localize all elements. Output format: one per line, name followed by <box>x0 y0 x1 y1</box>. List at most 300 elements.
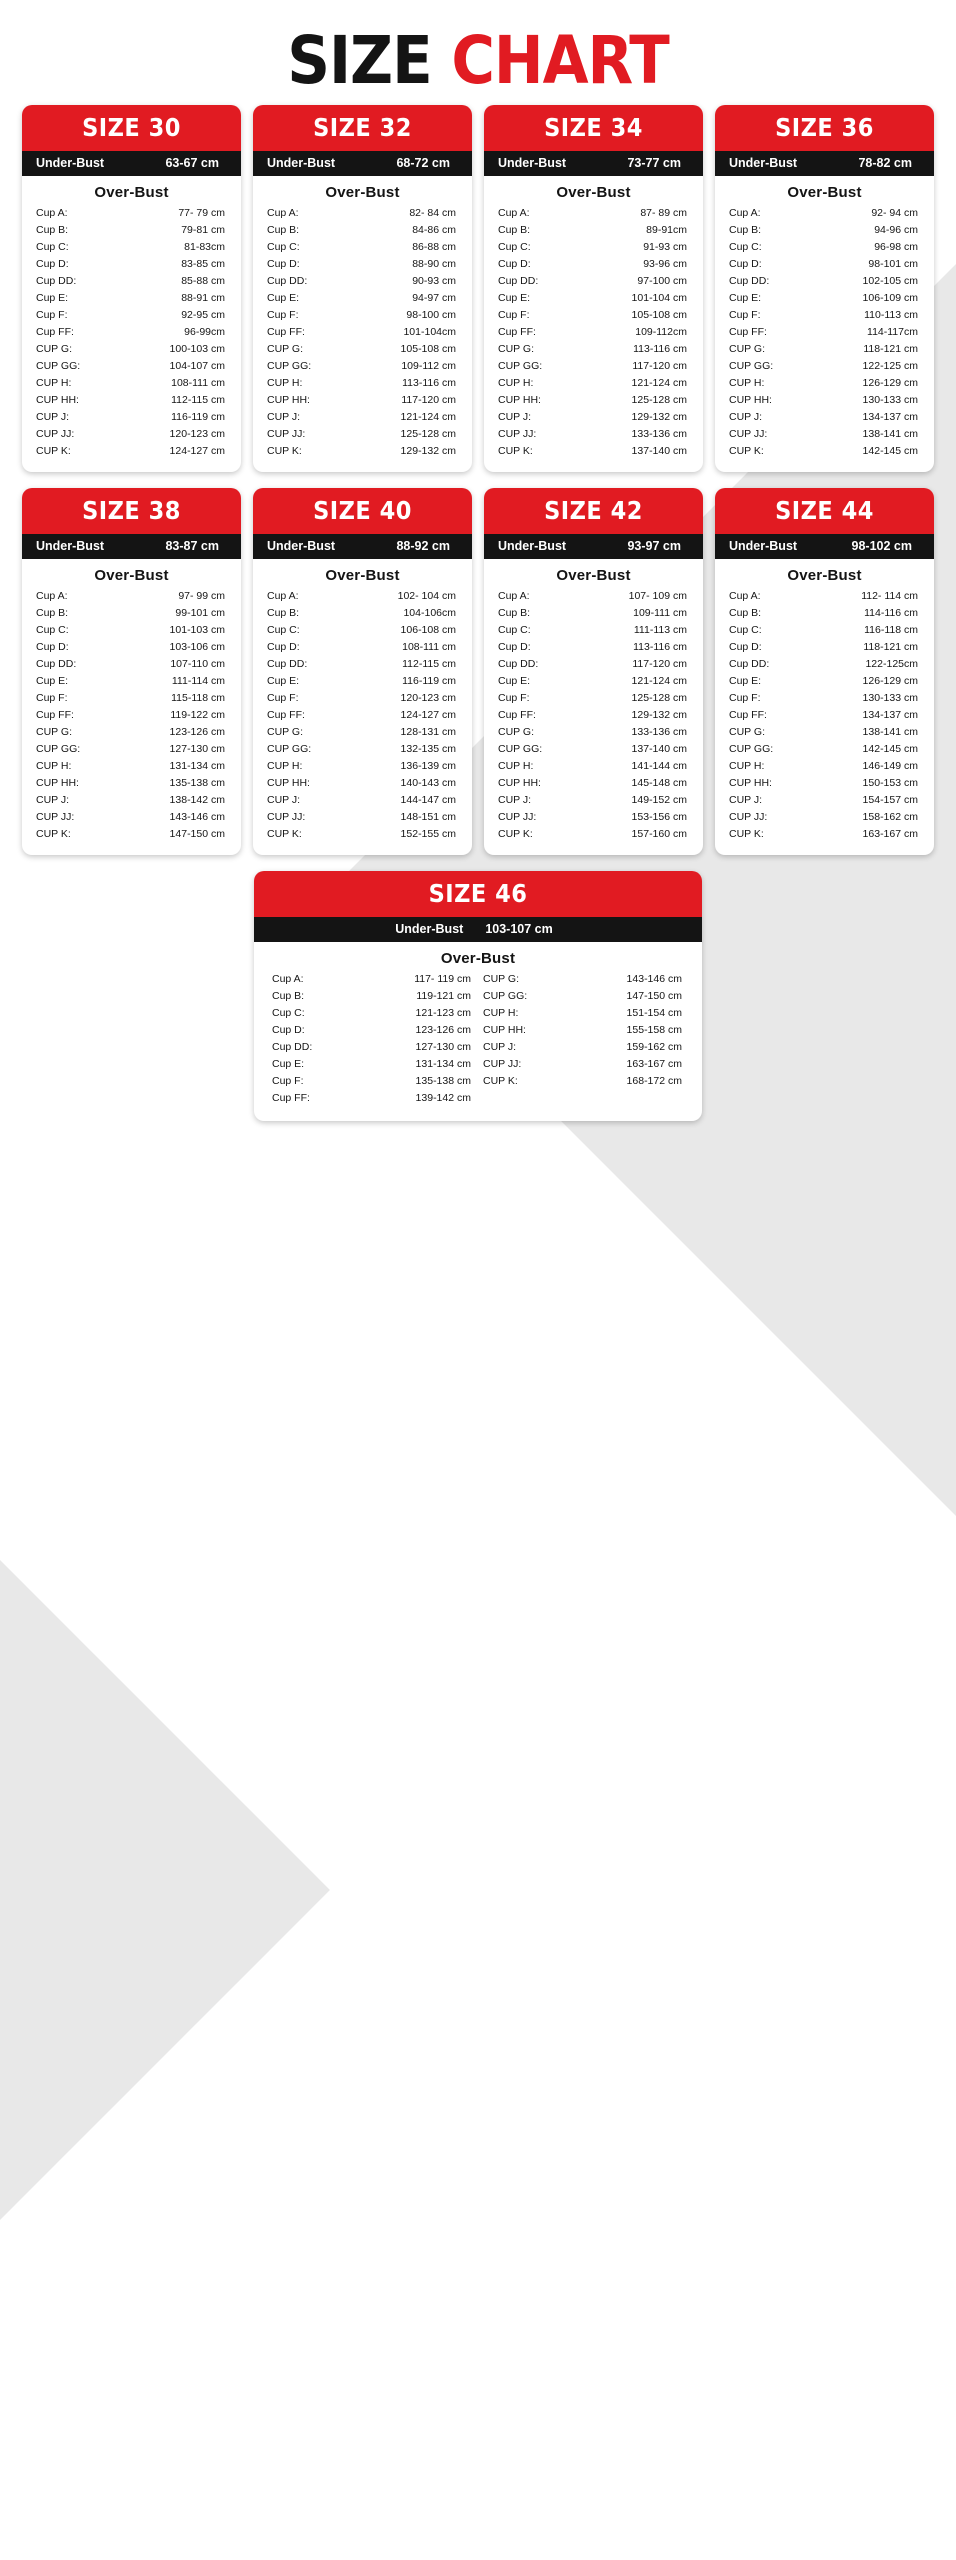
under-bust-label: Under-Bust <box>36 539 105 553</box>
cup-measure: 163-167 cm <box>626 1058 682 1070</box>
cup-measure: 109-112 cm <box>401 360 456 372</box>
cup-row <box>272 971 473 988</box>
cup-measure: 134-137 cm <box>862 709 918 721</box>
cup-measure: 142-145 cm <box>862 743 918 755</box>
cup-row <box>36 375 227 392</box>
cup-measure: 136-139 cm <box>400 760 456 772</box>
cup-measure: 139-142 cm <box>415 1092 471 1104</box>
cup-label: CUP GG: <box>36 360 81 372</box>
over-bust-heading: Over-Bust <box>787 184 862 201</box>
cup-row <box>267 741 458 758</box>
cup-label: CUP G: <box>483 973 519 985</box>
cup-row <box>36 256 227 273</box>
cup-row <box>729 673 920 690</box>
cup-row <box>729 392 920 409</box>
cup-label: Cup A: <box>267 207 299 219</box>
cup-label: CUP J: <box>267 411 301 423</box>
cup-measure: 102- 104 cm <box>397 590 456 602</box>
under-bust-label: Under-Bust <box>36 156 105 170</box>
cup-measure: 83-85 cm <box>181 258 225 270</box>
cup-rows <box>715 205 934 472</box>
cup-measure: 90-93 cm <box>412 275 456 287</box>
cup-row <box>267 341 458 358</box>
cup-measure: 105-108 cm <box>400 343 456 355</box>
cup-label: Cup D: <box>272 1024 305 1036</box>
cup-label: CUP HH: <box>483 1024 526 1036</box>
cup-row <box>267 358 458 375</box>
cup-row <box>498 622 689 639</box>
cup-row <box>498 690 689 707</box>
under-bust-label: Under-Bust <box>498 156 567 170</box>
cup-row <box>729 273 920 290</box>
cup-row <box>729 443 920 460</box>
cup-row <box>267 775 458 792</box>
cup-measure: 99-101 cm <box>175 607 225 619</box>
cup-measure: 113-116 cm <box>633 641 687 653</box>
cup-measure: 87- 89 cm <box>640 207 687 219</box>
cup-label: CUP K: <box>729 445 764 457</box>
cup-measure: 112- 114 cm <box>861 590 918 602</box>
cup-row <box>498 792 689 809</box>
cup-measure: 149-152 cm <box>631 794 687 806</box>
size-card-title: SIZE 42 <box>484 488 703 534</box>
cup-label: CUP J: <box>36 794 70 806</box>
cup-measure: 147-150 cm <box>169 828 225 840</box>
cup-row <box>36 656 227 673</box>
cup-row <box>729 341 920 358</box>
cup-measure: 127-130 cm <box>415 1041 471 1053</box>
cup-label: Cup C: <box>272 1007 305 1019</box>
cup-measure: 140-143 cm <box>400 777 456 789</box>
cup-label: CUP HH: <box>729 777 772 789</box>
under-bust-value: 73-77 cm <box>627 156 681 170</box>
size-card[interactable] <box>484 105 703 472</box>
cup-label: Cup DD: <box>729 275 770 287</box>
cup-row <box>729 622 920 639</box>
cup-measure: 116-118 cm <box>864 624 918 636</box>
cup-row <box>267 826 458 843</box>
cup-measure: 100-103 cm <box>169 343 225 355</box>
cup-row <box>483 1005 684 1022</box>
cup-row <box>729 290 920 307</box>
cup-row <box>36 409 227 426</box>
cup-label: Cup A: <box>498 207 530 219</box>
cup-row <box>267 656 458 673</box>
cup-measure: 81-83cm <box>184 241 225 253</box>
cup-label: CUP H: <box>498 760 534 772</box>
cup-measure: 123-126 cm <box>169 726 225 738</box>
cup-row <box>267 639 458 656</box>
size-card[interactable] <box>484 488 703 855</box>
cup-row <box>36 588 227 605</box>
cup-measure: 114-116 cm <box>864 607 918 619</box>
cup-row <box>267 256 458 273</box>
cup-row <box>267 426 458 443</box>
cup-row <box>483 1056 684 1073</box>
cup-label: Cup A: <box>498 590 530 602</box>
cup-label: Cup A: <box>36 590 68 602</box>
cup-row <box>498 588 689 605</box>
cup-label: CUP JJ: <box>36 428 75 440</box>
over-bust-heading: Over-Bust <box>556 567 631 584</box>
cup-row <box>267 443 458 460</box>
cup-rows <box>715 588 934 855</box>
cup-row <box>267 307 458 324</box>
cup-label: Cup DD: <box>36 275 77 287</box>
cup-measure: 129-132 cm <box>631 411 687 423</box>
cup-row <box>36 775 227 792</box>
cup-row <box>36 290 227 307</box>
cup-label: Cup DD: <box>267 275 308 287</box>
cup-label: Cup DD: <box>267 658 308 670</box>
under-bust-value: 98-102 cm <box>851 539 912 553</box>
cup-label: CUP K: <box>498 445 533 457</box>
cup-label: Cup F: <box>729 309 761 321</box>
size-card[interactable] <box>715 105 934 472</box>
cup-label: CUP J: <box>729 411 763 423</box>
cup-label: Cup B: <box>498 607 531 619</box>
cup-label: Cup C: <box>267 241 300 253</box>
cup-label: CUP JJ: <box>267 428 306 440</box>
cup-measure: 107- 109 cm <box>628 590 687 602</box>
cup-row <box>498 205 689 222</box>
cup-label: Cup DD: <box>729 658 770 670</box>
cup-label: Cup B: <box>498 224 531 236</box>
cup-measure: 106-109 cm <box>862 292 918 304</box>
under-bust-label: Under-Bust <box>498 539 567 553</box>
cup-measure: 120-123 cm <box>400 692 456 704</box>
cup-row <box>498 656 689 673</box>
cup-row <box>36 239 227 256</box>
cup-measure: 129-132 cm <box>631 709 687 721</box>
cup-label: CUP K: <box>267 828 302 840</box>
cup-rows <box>253 205 472 472</box>
cup-label: Cup E: <box>267 675 300 687</box>
cup-measure: 138-141 cm <box>862 428 918 440</box>
size-card[interactable] <box>253 105 472 472</box>
cup-row <box>498 239 689 256</box>
cup-row <box>36 639 227 656</box>
cup-measure: 92- 94 cm <box>871 207 918 219</box>
cup-label: CUP GG: <box>267 743 312 755</box>
cup-row <box>729 307 920 324</box>
under-bust-label: Under-Bust <box>729 156 798 170</box>
cup-label: Cup E: <box>729 292 762 304</box>
cup-label: Cup B: <box>272 990 305 1002</box>
size-card[interactable] <box>22 488 241 855</box>
cup-label: Cup DD: <box>272 1041 313 1053</box>
cup-measure: 128-131 cm <box>400 726 456 738</box>
cup-label: CUP HH: <box>36 394 79 406</box>
cup-label: Cup F: <box>729 692 761 704</box>
cup-label: CUP HH: <box>498 777 541 789</box>
cup-measure: 96-99cm <box>184 326 225 338</box>
cup-measure: 158-162 cm <box>862 811 918 823</box>
cup-measure: 110-113 cm <box>864 309 918 321</box>
cup-measure: 147-150 cm <box>626 990 682 1002</box>
cup-row <box>498 673 689 690</box>
cup-row <box>36 324 227 341</box>
cup-measure: 97- 99 cm <box>178 590 225 602</box>
cup-label: Cup F: <box>498 692 530 704</box>
cup-row <box>498 741 689 758</box>
cup-measure: 159-162 cm <box>626 1041 682 1053</box>
cup-row <box>36 690 227 707</box>
cup-label: CUP H: <box>729 760 765 772</box>
cup-measure: 103-106 cm <box>169 641 225 653</box>
cup-row <box>729 222 920 239</box>
cup-row <box>498 724 689 741</box>
size-card[interactable] <box>22 105 241 472</box>
cup-measure: 97-100 cm <box>637 275 687 287</box>
cup-measure: 127-130 cm <box>169 743 225 755</box>
cup-label: Cup F: <box>267 692 299 704</box>
cup-label: Cup E: <box>36 292 69 304</box>
cup-row <box>729 707 920 724</box>
cup-label: Cup E: <box>272 1058 305 1070</box>
cup-label: Cup B: <box>36 607 69 619</box>
size-card-46[interactable] <box>254 871 702 1121</box>
cup-row <box>272 1022 473 1039</box>
cup-row <box>498 707 689 724</box>
cup-row <box>483 988 684 1005</box>
cup-row <box>36 273 227 290</box>
cup-rows-left <box>272 971 473 1107</box>
cup-measure: 101-103 cm <box>169 624 225 636</box>
cup-row <box>267 724 458 741</box>
cup-label: Cup C: <box>498 624 531 636</box>
cup-label: Cup D: <box>729 641 762 653</box>
cup-measure: 125-128 cm <box>631 692 687 704</box>
under-bust-value: 103-107 cm <box>485 922 553 936</box>
size-card[interactable] <box>715 488 934 855</box>
cup-measure: 135-138 cm <box>415 1075 471 1087</box>
cup-label: Cup C: <box>729 624 762 636</box>
under-bust-bar <box>254 917 702 942</box>
cup-row <box>36 673 227 690</box>
cup-label: CUP J: <box>267 794 301 806</box>
cup-measure: 109-112cm <box>635 326 687 338</box>
cup-row <box>272 1073 473 1090</box>
cup-row <box>267 409 458 426</box>
cup-measure: 151-154 cm <box>626 1007 682 1019</box>
cup-measure: 82- 84 cm <box>409 207 456 219</box>
cup-row <box>36 341 227 358</box>
cup-measure: 98-100 cm <box>406 309 456 321</box>
cup-measure: 138-141 cm <box>862 726 918 738</box>
cup-row <box>267 588 458 605</box>
cup-measure: 133-136 cm <box>631 726 687 738</box>
cup-label: Cup FF: <box>729 326 767 338</box>
cup-row <box>498 273 689 290</box>
cup-row <box>36 792 227 809</box>
cup-row <box>36 443 227 460</box>
cup-label: Cup D: <box>36 258 69 270</box>
cup-row <box>36 358 227 375</box>
cup-row <box>498 443 689 460</box>
cup-measure: 124-127 cm <box>400 709 456 721</box>
size-card-title: SIZE 38 <box>22 488 241 534</box>
cup-label: Cup DD: <box>36 658 77 670</box>
cup-row <box>729 724 920 741</box>
cup-measure: 92-95 cm <box>181 309 225 321</box>
cup-row <box>267 222 458 239</box>
cup-measure: 119-122 cm <box>170 709 225 721</box>
cup-label: CUP K: <box>36 445 71 457</box>
cup-row <box>483 971 684 988</box>
cup-label: CUP HH: <box>729 394 772 406</box>
over-bust-heading: Over-Bust <box>325 184 400 201</box>
cup-measure: 117-120 cm <box>632 360 687 372</box>
cup-label: CUP J: <box>498 794 532 806</box>
size-card-title: SIZE 40 <box>253 488 472 534</box>
cup-measure: 113-116 cm <box>402 377 456 389</box>
cup-measure: 142-145 cm <box>862 445 918 457</box>
cup-label: Cup DD: <box>498 658 539 670</box>
cup-measure: 148-151 cm <box>400 811 456 823</box>
cup-measure: 155-158 cm <box>626 1024 682 1036</box>
cup-measure: 138-142 cm <box>169 794 225 806</box>
cup-label: Cup A: <box>272 973 304 985</box>
cup-measure: 131-134 cm <box>169 760 225 772</box>
cup-measure: 137-140 cm <box>631 445 687 457</box>
cup-measure: 143-146 cm <box>169 811 225 823</box>
cup-measure: 106-108 cm <box>400 624 456 636</box>
size-card-title: SIZE 44 <box>715 488 934 534</box>
cup-row <box>267 792 458 809</box>
cup-row <box>36 826 227 843</box>
cup-label: Cup F: <box>267 309 299 321</box>
cup-label: Cup D: <box>267 258 300 270</box>
cup-row <box>498 392 689 409</box>
cup-measure: 131-134 cm <box>415 1058 471 1070</box>
cup-measure: 93-96 cm <box>643 258 687 270</box>
cup-measure: 102-105 cm <box>862 275 918 287</box>
cup-measure: 116-119 cm <box>402 675 456 687</box>
cup-measure: 141-144 cm <box>631 760 687 772</box>
cup-row <box>498 358 689 375</box>
cup-label: Cup D: <box>729 258 762 270</box>
cup-measure: 152-155 cm <box>400 828 456 840</box>
cup-label: Cup D: <box>498 258 531 270</box>
cup-row <box>498 758 689 775</box>
size-card[interactable] <box>253 488 472 855</box>
cup-label: Cup B: <box>729 607 762 619</box>
cup-row <box>729 605 920 622</box>
cup-measure: 163-167 cm <box>862 828 918 840</box>
cup-label: CUP J: <box>36 411 70 423</box>
cup-measure: 115-118 cm <box>171 692 225 704</box>
cup-label: Cup F: <box>36 309 68 321</box>
cup-row <box>36 758 227 775</box>
cup-label: Cup E: <box>36 675 69 687</box>
cup-measure: 117-120 cm <box>401 394 456 406</box>
size-card-title: SIZE 34 <box>484 105 703 151</box>
cup-measure: 133-136 cm <box>631 428 687 440</box>
cup-row <box>729 588 920 605</box>
cup-row <box>729 358 920 375</box>
cup-row <box>729 809 920 826</box>
cup-label: CUP JJ: <box>729 811 768 823</box>
cup-measure: 98-101 cm <box>868 258 918 270</box>
cup-label: CUP GG: <box>729 360 774 372</box>
cup-row <box>36 741 227 758</box>
cup-label: CUP G: <box>267 343 303 355</box>
cup-row <box>498 375 689 392</box>
cup-label: CUP H: <box>267 760 303 772</box>
cup-measure: 86-88 cm <box>412 241 456 253</box>
cup-row <box>498 409 689 426</box>
cup-measure: 109-111 cm <box>633 607 687 619</box>
cup-row <box>483 1022 684 1039</box>
cup-measure: 101-104cm <box>403 326 456 338</box>
cup-measure: 121-124 cm <box>631 675 687 687</box>
cup-label: Cup E: <box>267 292 300 304</box>
cup-label: CUP G: <box>267 726 303 738</box>
under-bust-value: 68-72 cm <box>396 156 450 170</box>
under-bust-label: Under-Bust <box>267 156 336 170</box>
cup-measure: 145-148 cm <box>631 777 687 789</box>
cup-measure: 121-124 cm <box>400 411 456 423</box>
under-bust-bar <box>484 151 703 176</box>
cup-rows <box>22 205 241 472</box>
cup-label: CUP HH: <box>36 777 79 789</box>
cup-measure: 154-157 cm <box>862 794 918 806</box>
cup-label: Cup B: <box>267 224 300 236</box>
cup-label: CUP HH: <box>498 394 541 406</box>
cup-row <box>729 324 920 341</box>
cup-label: Cup C: <box>36 241 69 253</box>
cup-row <box>36 205 227 222</box>
cup-label: CUP G: <box>729 726 765 738</box>
cup-row <box>267 375 458 392</box>
cup-row <box>272 988 473 1005</box>
cup-row <box>498 639 689 656</box>
cup-measure: 129-132 cm <box>400 445 456 457</box>
cup-measure: 96-98 cm <box>874 241 918 253</box>
cup-label: Cup FF: <box>36 709 74 721</box>
cup-label: Cup B: <box>36 224 69 236</box>
cup-label: CUP H: <box>729 377 765 389</box>
cup-label: Cup B: <box>267 607 300 619</box>
cup-measure: 137-140 cm <box>631 743 687 755</box>
cup-row <box>272 1005 473 1022</box>
cup-label: Cup E: <box>498 292 531 304</box>
cup-row <box>36 307 227 324</box>
cup-measure: 113-116 cm <box>633 343 687 355</box>
under-bust-label: Under-Bust <box>729 539 798 553</box>
cup-row <box>729 375 920 392</box>
cup-label: Cup A: <box>729 590 761 602</box>
cup-label: Cup D: <box>498 641 531 653</box>
cup-row <box>729 758 920 775</box>
cup-label: CUP GG: <box>729 743 774 755</box>
cup-row <box>498 426 689 443</box>
under-bust-value: 83-87 cm <box>165 539 219 553</box>
cup-label: Cup FF: <box>498 326 536 338</box>
cup-row <box>36 622 227 639</box>
cup-row <box>729 792 920 809</box>
under-bust-bar <box>715 151 934 176</box>
over-bust-heading: Over-Bust <box>787 567 862 584</box>
cup-row <box>498 222 689 239</box>
size-card-grid-bottom <box>0 855 956 1121</box>
cup-row <box>267 273 458 290</box>
cup-row <box>729 656 920 673</box>
cup-measure: 150-153 cm <box>862 777 918 789</box>
cup-label: CUP K: <box>267 445 302 457</box>
cup-measure: 157-160 cm <box>631 828 687 840</box>
